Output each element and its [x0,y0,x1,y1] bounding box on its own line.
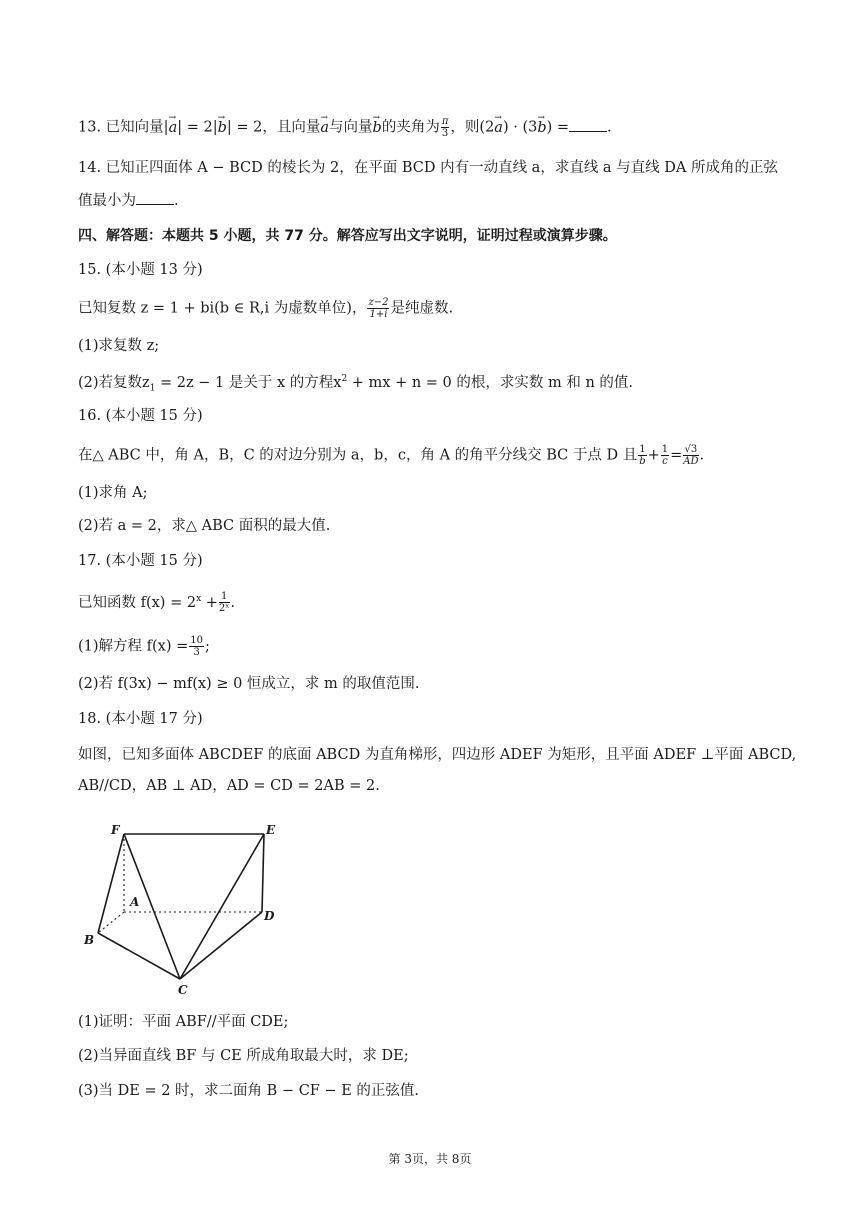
edge-FB [98,834,124,933]
vector-a-2: → a [320,118,329,138]
question-18-header: 18. (本小题 17 分) [78,711,203,727]
q16-f1-den: b [639,456,646,467]
q13-number: 13. [78,119,102,136]
question-15-header: 15. (本小题 13 分) [78,262,203,278]
q13-text-h: ) = [546,119,570,136]
answer-blank-14[interactable] [136,190,174,205]
vector-b-3: → b [537,118,546,138]
q13-text-f: ，则(2 [450,119,495,136]
edge-ED [262,834,264,912]
question-18-part-1: (1)证明：平面 ABF//平面 CDE; [78,1014,289,1030]
question-16-header: 16. (本小题 15 分) [78,408,203,424]
q16-f3-den: AD [683,456,699,467]
q13-frac-den: 3 [441,128,449,139]
question-15-stem [78,297,453,320]
q17-stem-text: 已知函数 f(x) = 2 [78,594,197,611]
question-18-part-3: (3)当 DE = 2 时，求二面角 B − CF − E 的正弦值. [78,1083,420,1099]
q13-text-c: | = 2，且向量 [226,119,321,136]
q13-text-g: ) · (3 [502,119,538,136]
vector-b-2: → b [373,118,382,138]
q15-stem-end: 是纯虚数. [390,300,454,317]
q15-frac-den: 1+i [369,309,388,320]
q15-p2-text-b: = 2z − 1 是关于 x 的方程x [155,374,342,391]
q15-p2-sub: 1 [149,383,156,394]
label-F: F [111,823,120,837]
polyhedron-figure [78,818,288,998]
q16-stem-end: . [699,447,705,464]
question-17-part-2: (2)若 f(3x) − mf(x) ≥ 0 恒成立，求 m 的取值范围. [78,676,420,692]
q16-f3-num: √3 [684,444,698,455]
q16-fraction-2 [661,444,669,467]
question-17-header: 17. (本小题 15 分) [78,553,203,569]
q13-text-d: 与向量 [329,119,373,136]
q13-text-e: 的夹角为 [381,119,440,136]
question-14-line-2 [78,190,179,211]
vector-a-3: → a [494,118,503,138]
page-footer: 第 3页，共 8页 [388,1152,472,1166]
q15-frac-num: z−2 [368,297,389,308]
question-15-part-1: (1)求复数 z; [78,338,160,354]
q17-p1-text: (1)解方程 f(x) = [78,638,189,655]
label-A: A [130,895,140,909]
section-heading: 四、解答题：本题共 5 小题，共 77 分。解答应写出文字说明，证明过程或演算步骤。 [78,228,617,244]
edge-EC [180,834,264,979]
q17-stem-sup: x [196,594,202,604]
q13-angle-fraction [441,116,450,139]
question-18-stem-line-1: 如图，已知多面体 ABCDEF 的底面 ABCD 为直角梯形，四边形 ADEF 为矩形，且平面 ADEF ⊥平面 ABCD, [78,747,797,763]
question-16-part-2: (2)若 a = 2，求△ ABC 面积的最大值. [78,518,331,534]
q13-text-a: 已知向量| [105,119,169,136]
q14-line2-text: 值最小为 [78,193,136,209]
q17-p1-end: ; [205,638,210,655]
q17-frac-den: 2ˣ [218,603,230,615]
vector-b: → b [218,118,227,138]
answer-blank-13[interactable] [569,117,607,132]
edge-BC [98,933,180,979]
q16-stem-text: 在△ ABC 中，角 A，B，C 的对边分别为 a，b，c，角 A 的角平分线交 BC 于点 D 且 [78,447,638,464]
q17-p1-num: 10 [190,635,203,646]
q15-stem-text: 已知复数 z = 1 + bi(b ∈ R,i 为虚数单位)， [78,300,367,317]
q15-p2-sup: 2 [341,374,348,384]
q17-frac-num: 1 [219,591,230,603]
question-17-part-1 [78,635,210,658]
vector-a: → a [169,118,178,138]
q16-plus: + [647,447,660,464]
label-E: E [266,823,276,837]
q16-f2-den: c [662,456,668,467]
q14-line2-end: . [174,193,179,209]
question-16-stem [78,444,704,467]
q17-stem-end: . [230,594,236,611]
q15-fraction [367,297,389,320]
question-15-part-2 [78,369,633,399]
q13-frac-num: π [441,116,449,127]
question-16-part-1: (1)求角 A; [78,485,148,501]
q17-fraction [219,591,230,614]
q15-p2-text-c: + mx + n = 0 的根，求实数 m 和 n 的值. [347,374,634,391]
question-18-part-2: (2)当异面直线 BF 与 CE 所成角取最大时，求 DE; [78,1048,409,1064]
edge-DC [180,912,262,979]
q13-text-b: | = 2| [177,119,218,136]
question-14-line-1: 14. 已知正四面体 A − BCD 的棱长为 2，在平面 BCD 内有一动直线 a，求直线 a 与直线 DA 所成角的正弦 [78,160,778,176]
q16-fraction-3 [683,444,698,467]
q16-fraction-1 [638,444,646,467]
q17-plus: + [201,594,218,611]
q17-p1-fraction [189,635,204,658]
label-C: C [178,983,188,997]
q16-f1-num: 1 [639,444,646,455]
q15-p2-text-a: (2)若复数z [78,374,150,391]
question-13 [78,116,612,139]
q16-f2-num: 1 [661,444,669,455]
question-18-stem-line-2: AB//CD，AB ⊥ AD，AD = CD = 2AB = 2. [78,778,380,794]
q13-end: . [607,119,612,136]
q16-equals: = [670,447,683,464]
question-17-stem [78,589,235,614]
q17-p1-den: 3 [193,647,200,658]
label-D: D [264,909,275,923]
label-B: B [84,933,95,947]
